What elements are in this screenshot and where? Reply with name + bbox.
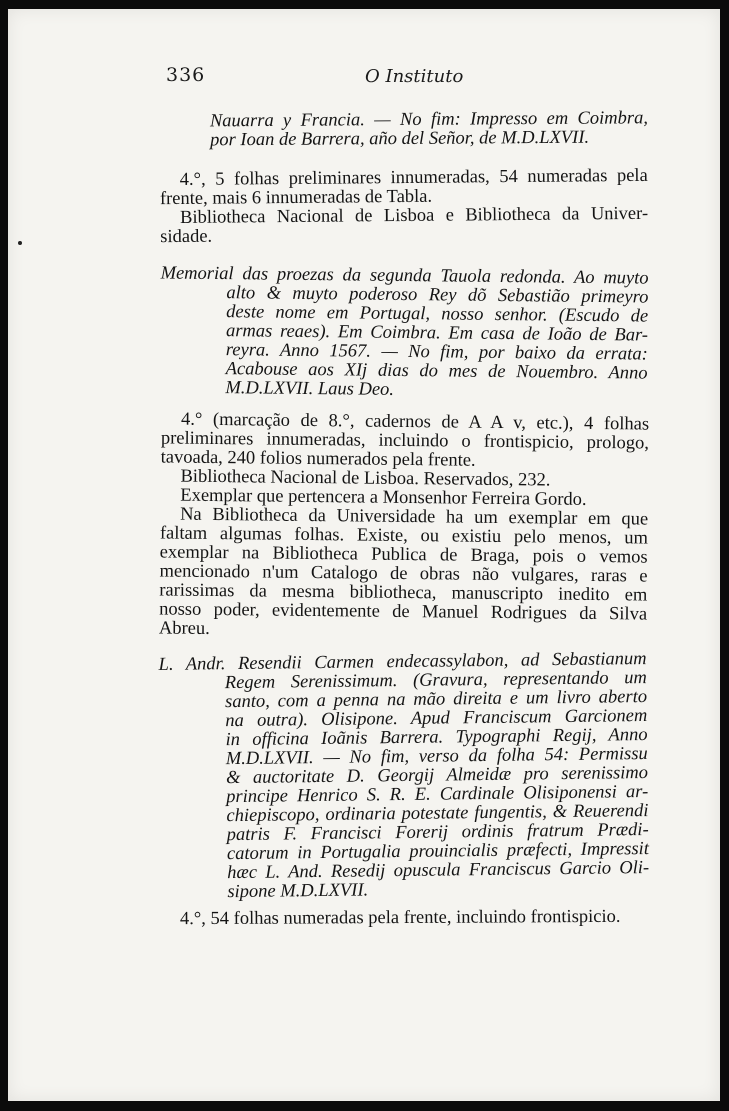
text-line: Acabouse aos XIj dias do mes de Nouembro. Anno <box>225 359 648 384</box>
text-line: patris F. Francisci Forerij ordinis fratrum Prædi- <box>226 820 649 846</box>
text-line: exemplar na Bibliotheca Publica de Braga, pois o vemos <box>159 542 648 568</box>
text-line: Bibliotheca Nacional de Lisboa e Bibliotheca da Univer- <box>179 203 649 228</box>
page-header <box>8 64 720 94</box>
text-line: 4.°, 54 folhas numeradas pela frente, incluindo frontispicio. <box>179 906 621 930</box>
entry-title-line: L. Andr. Resendii Carmen endecassylabon, ad Sebastianum <box>158 649 647 675</box>
text-line: 4.° (marcação de 8.°, cadernos de A A v, etc.), 4 folhas <box>181 409 650 435</box>
text-line: Bibliotheca Nacional de Lisboa. Reservados, 232. <box>180 466 551 491</box>
text-line: principe Henrico S. R. E. Cardinale Olisiponensi ar- <box>226 782 649 808</box>
text-line: por Ioan de Barrera, año del Señor, de M.D.LXVII. <box>209 127 590 151</box>
text-line: reyra. Anno 1567. — No fim, por baixo da errata: <box>225 340 648 365</box>
text-line: armas reaes). Em Coimbra. Em casa de Ioão de Bar- <box>225 321 649 346</box>
text-line: Na Bibliotheca da Universidade ha um exemplar em que <box>180 504 649 530</box>
text-line: Nauarra y Francia. — No fim: Impresso em Coimbra, <box>209 108 648 132</box>
text-line: chiepiscopo, ordinaria potestate fungentis, & Reuerendi <box>226 801 649 827</box>
text-line: preliminares innumeradas, incluindo o frontispicio, prologo, <box>160 428 649 454</box>
text-line: deste nome em Portugal, nosso senhor. (Escudo de <box>226 302 649 327</box>
text-line: frente, mais 6 innumeradas de Tabla. <box>159 186 433 210</box>
bibliographic-entry <box>159 264 648 402</box>
text-line: sidade. <box>160 226 213 248</box>
book-page <box>8 9 720 1101</box>
text-line: faltam algumas folhas. Existe, ou existiu pelo menos, um <box>159 523 648 549</box>
text-line: alto & muyto poderoso Rey dõ Sebastião primeyro <box>226 283 649 308</box>
bibliographic-entry <box>159 650 650 903</box>
text-line: tavoada, 240 folios numerados pela frente. <box>160 447 476 471</box>
entry-notes <box>159 410 649 643</box>
text-line: nosso poder, evidentemente de Manuel Rodrigues da Silva <box>159 599 648 625</box>
entry-notes <box>160 167 649 247</box>
text-line: santo, com a penna na mão direita e um livro aberto <box>224 687 648 713</box>
text-line: hæc L. And. Resedij opuscula Franciscus Garcio Oli- <box>227 858 650 884</box>
ink-speck <box>18 241 22 245</box>
entry-title-line: Memorial das proezas da segunda Tauola redonda. Ao muyto <box>160 263 649 289</box>
text-line: sipone M.D.LXVII. <box>227 880 369 903</box>
text-line: M.D.LXVII. — No fim, verso da folha 54: Permissu <box>225 744 648 770</box>
text-line: Abreu. <box>158 618 210 639</box>
text-line: rarissimas da mesma bibliotheca, manuscripto inedito em <box>159 580 648 606</box>
entry-notes <box>160 908 648 930</box>
text-line: Regem Serenissimum. (Gravura, representando um <box>224 668 647 694</box>
text-line: Exemplar que pertencera a Monsenhor Ferreira Gordo. <box>180 485 587 510</box>
text-line: mencionado n'um Catalogo de obras não vulgares, raras e <box>159 561 648 587</box>
text-line: na outra). Olisipone. Apud Franciscum Garcionem <box>225 706 648 732</box>
running-title: O Instituto <box>365 66 464 87</box>
text-line: in officina Ioãnis Barrera. Typographi Regij, Anno <box>225 725 648 751</box>
text-line: M.D.LXVII. Laus Deo. <box>225 378 395 400</box>
text-line: catorum in Portugalia prouincialis præfecti, Impressit <box>226 839 650 865</box>
text-line: & auctoritate D. Georgij Almeidæ pro serenissimo <box>225 763 649 789</box>
entry-continuation <box>160 109 648 150</box>
text-line: 4.°, 5 folhas preliminares innumeradas, 54 numeradas pela <box>179 165 648 190</box>
page-number: 336 <box>166 64 206 86</box>
